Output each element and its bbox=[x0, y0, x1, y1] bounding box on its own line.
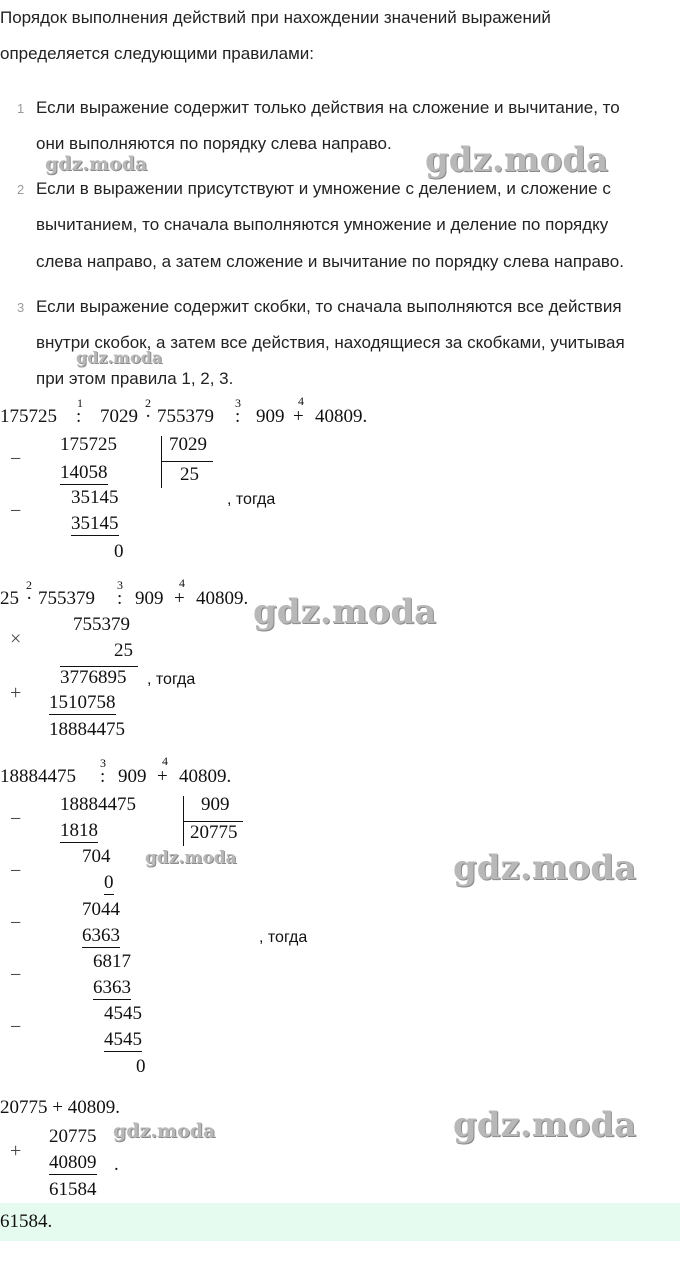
order-mark: 3 bbox=[117, 578, 123, 592]
operand: 7029 bbox=[100, 406, 138, 427]
operand: 18884475 bbox=[0, 766, 76, 787]
watermark-logo: gdz.moda bbox=[453, 848, 637, 888]
multiply-sign: · bbox=[26, 588, 33, 609]
then-text: , тогда bbox=[147, 671, 196, 688]
remainder: 4545 bbox=[104, 1003, 142, 1024]
rule-3-line-1: Если выражение содержит скобки, то сначала выполняются все действия bbox=[36, 297, 622, 316]
order-mark: 2 bbox=[26, 578, 32, 592]
watermark-logo: gdz.moda bbox=[453, 1105, 637, 1145]
divisor: 909 bbox=[201, 794, 230, 815]
minus-sign: − bbox=[10, 964, 22, 986]
subtrahend: 6363 bbox=[82, 925, 120, 946]
division-bracket bbox=[161, 436, 162, 488]
plus-sign: + bbox=[293, 406, 304, 427]
order-mark: 2 bbox=[145, 396, 151, 410]
operand: 755379 bbox=[157, 406, 214, 427]
quotient: 25 bbox=[180, 464, 199, 485]
minus-sign: − bbox=[10, 448, 22, 470]
minus-sign: − bbox=[10, 912, 22, 934]
minus-sign: − bbox=[10, 1016, 22, 1038]
then-text: , тогда bbox=[227, 491, 276, 508]
order-mark: 4 bbox=[298, 394, 304, 408]
partial-product: 1510758 bbox=[49, 692, 116, 713]
watermark-logo: gdz.moda bbox=[425, 140, 609, 180]
minus-sign: − bbox=[10, 860, 22, 882]
multiply-sign: · bbox=[145, 406, 152, 427]
divisor: 7029 bbox=[169, 434, 207, 455]
order-mark: 3 bbox=[235, 396, 241, 410]
operand: 909 bbox=[256, 406, 285, 427]
remainder: 7044 bbox=[82, 899, 120, 920]
rule-2-line-3: слева направо, а затем сложение и вычитание по порядку слева направо. bbox=[36, 252, 624, 271]
watermark-logo: gdz.moda bbox=[45, 153, 148, 175]
multiplicand: 755379 bbox=[73, 614, 130, 635]
watermark-logo: gdz.moda bbox=[253, 592, 437, 632]
step4-expression: 20775 + 40809. bbox=[0, 1097, 120, 1118]
multiplier: 25 bbox=[114, 640, 133, 661]
remainder: 6817 bbox=[93, 951, 131, 972]
divide-sign: : bbox=[76, 406, 82, 427]
rule-3-line-3: при этом правила 1, 2, 3. bbox=[36, 369, 234, 388]
watermark-logo: gdz.moda bbox=[76, 348, 163, 367]
rule-2-number: 2 bbox=[17, 182, 25, 197]
then-text: , тогда bbox=[259, 929, 308, 946]
operand: 25 bbox=[0, 588, 19, 609]
rule-1-line-1: Если выражение содержит только действия на сложение и вычитание, то bbox=[36, 98, 620, 117]
remainder: 0 bbox=[136, 1056, 146, 1077]
period: . bbox=[114, 1154, 119, 1175]
remainder: 704 bbox=[82, 846, 111, 867]
order-mark: 3 bbox=[100, 756, 106, 770]
operand: 755379 bbox=[38, 588, 95, 609]
rule-3-number: 3 bbox=[17, 300, 25, 315]
minus-sign: − bbox=[10, 500, 22, 522]
product: 18884475 bbox=[49, 719, 125, 740]
plus-sign: + bbox=[157, 766, 168, 787]
intro-line-2: определяется следующими правилами: bbox=[0, 44, 315, 63]
operand: 40809. bbox=[179, 766, 232, 787]
rule-2-line-1: Если в выражении присутствуют и умножение с делением, и сложение с bbox=[36, 179, 611, 198]
watermark-logo: gdz.moda bbox=[113, 1120, 216, 1142]
subtrahend: 35145 bbox=[71, 513, 119, 534]
addend: 20775 bbox=[49, 1126, 97, 1147]
subtrahend: 0 bbox=[104, 872, 114, 893]
final-answer: 61584. bbox=[0, 1211, 53, 1232]
operand: 40809. bbox=[315, 406, 368, 427]
rule-2-line-2: вычитанием, то сначала выполняются умножение и деление по порядку bbox=[36, 215, 609, 234]
subtrahend: 6363 bbox=[93, 977, 131, 998]
order-mark: 1 bbox=[77, 396, 83, 410]
operand: 909 bbox=[135, 588, 164, 609]
minus-sign: − bbox=[10, 808, 22, 830]
divide-sign: : bbox=[117, 588, 123, 609]
answer-highlight bbox=[0, 1203, 680, 1241]
rule-3-line-2: внутри скобок, а затем все действия, находящиеся за скобками, учитывая bbox=[36, 333, 625, 352]
remainder: 0 bbox=[114, 541, 124, 562]
order-mark: 4 bbox=[162, 754, 168, 768]
subtrahend: 1818 bbox=[60, 820, 98, 841]
plus-sign: + bbox=[174, 588, 185, 609]
remainder: 35145 bbox=[71, 487, 119, 508]
intro-line-1: Порядок выполнения действий при нахождении значений выражений bbox=[0, 8, 551, 27]
divide-sign: : bbox=[235, 406, 241, 427]
operand: 909 bbox=[118, 766, 147, 787]
operand: 40809. bbox=[196, 588, 249, 609]
rule-1-number: 1 bbox=[17, 101, 25, 116]
times-sign: × bbox=[10, 628, 22, 650]
quotient: 20775 bbox=[190, 822, 238, 843]
division-bracket-line bbox=[161, 461, 213, 462]
addend: 40809 bbox=[49, 1152, 97, 1173]
subtrahend: 14058 bbox=[60, 462, 108, 483]
dividend: 175725 bbox=[60, 434, 117, 455]
sum: 61584 bbox=[49, 1179, 97, 1200]
watermark-logo: gdz.moda bbox=[145, 848, 237, 868]
plus-sign: + bbox=[10, 682, 22, 704]
order-mark: 4 bbox=[179, 576, 185, 590]
operand: 175725 bbox=[0, 406, 57, 427]
dividend: 18884475 bbox=[60, 794, 136, 815]
subtrahend: 4545 bbox=[104, 1029, 142, 1050]
rule-1-line-2: они выполняются по порядку слева направо. bbox=[36, 134, 392, 153]
plus-sign: + bbox=[10, 1140, 22, 1162]
divide-sign: : bbox=[100, 766, 106, 787]
partial-product: 3776895 bbox=[60, 667, 127, 688]
